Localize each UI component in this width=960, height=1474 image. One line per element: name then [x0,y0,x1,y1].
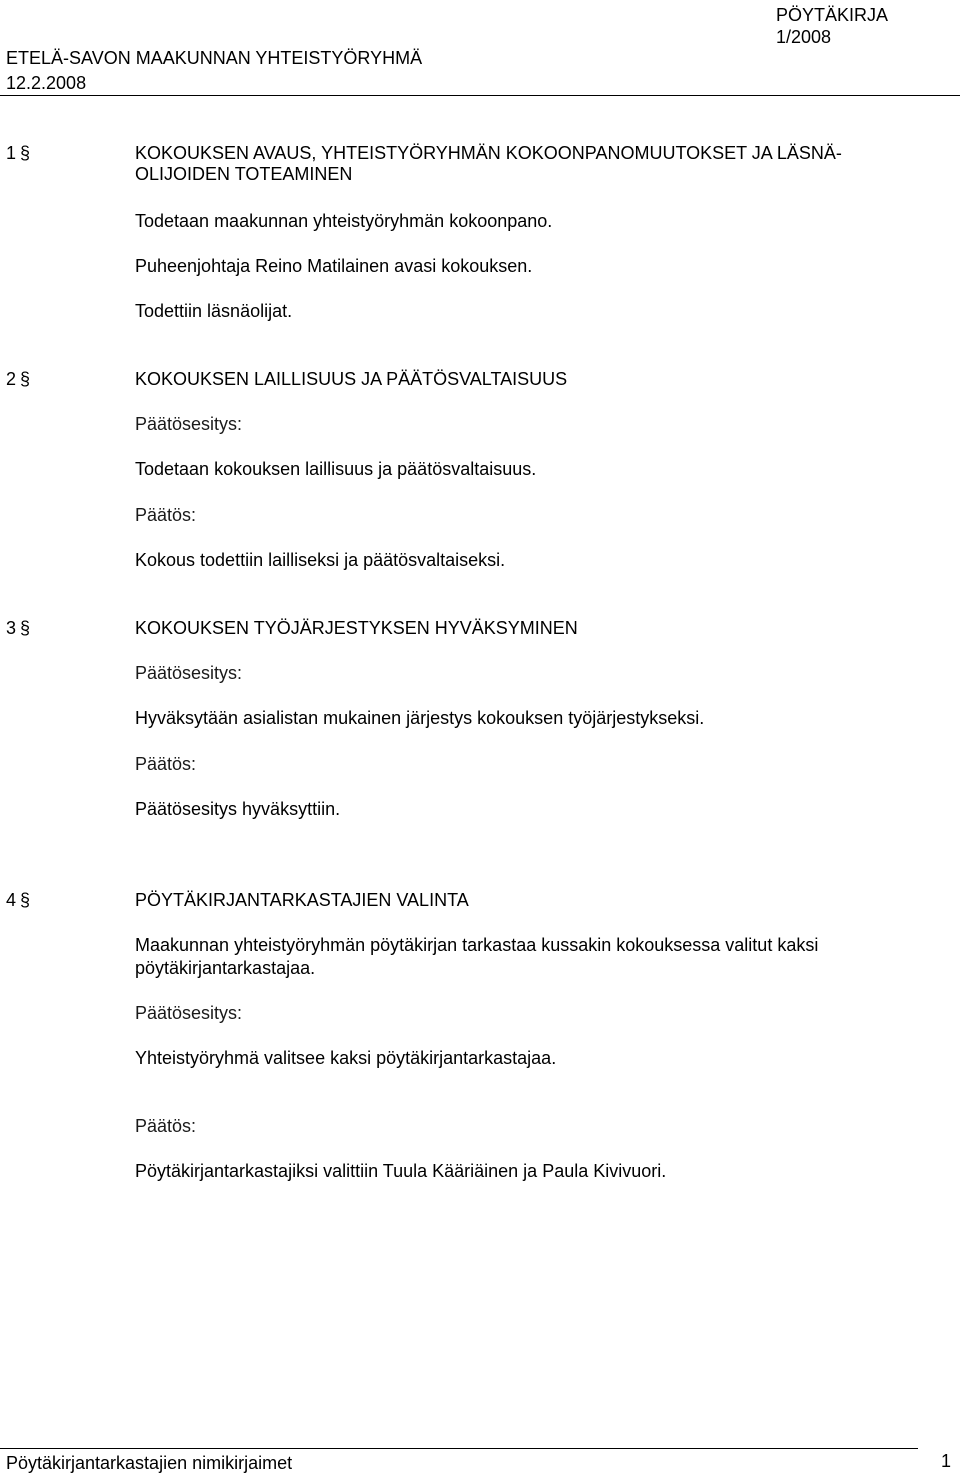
section-4-intro-line-1: Maakunnan yhteistyöryhmän pöytäkirjan tarkastaa kussakin kokouksessa valitut kaksi [135,935,819,955]
section-4-decision-label: Päätös: [135,1116,197,1136]
section-2-proposal-label: Päätösesitys: [135,414,243,434]
section-sign-icon: § [20,369,31,389]
section-1-paragraph: Todettiin läsnäolijat. [135,301,293,321]
section-4-proposal-label: Päätösesitys: [135,1003,243,1023]
document-number: 1/2008 [776,27,832,47]
section-4-title: PÖYTÄKIRJANTARKASTAJIEN VALINTA [135,890,469,910]
section-3-decision-text: Päätösesitys hyväksyttiin. [135,799,341,819]
section-4-decision-text: Pöytäkirjantarkastajiksi valittiin Tuula Kääriäinen ja Paula Kivivuori. [135,1161,667,1181]
section-4-number: 4 [6,890,17,910]
section-3-proposal-text: Hyväksytään asialistan mukainen järjestys kokouksen työjärjestykseksi. [135,708,705,728]
footer-divider [0,1448,918,1449]
section-1-number: 1 [6,143,17,163]
section-3-decision-label: Päätös: [135,754,197,774]
section-1-title-line-2: OLIJOIDEN TOTEAMINEN [135,164,353,184]
organization-name: ETELÄ-SAVON MAAKUNNAN YHTEISTYÖRYHMÄ [6,48,423,68]
section-sign-icon: § [20,890,31,910]
section-2-decision-label: Päätös: [135,505,197,525]
signatures-label: Pöytäkirjantarkastajien nimikirjaimet [6,1453,293,1473]
section-2-title: KOKOUKSEN LAILLISUUS JA PÄÄTÖSVALTAISUUS [135,369,568,389]
section-2-number: 2 [6,369,17,389]
section-3-proposal-label: Päätösesitys: [135,663,243,683]
page-number: 1 [941,1451,952,1471]
section-2-proposal-text: Todetaan kokouksen laillisuus ja päätösvaltaisuus. [135,459,537,479]
section-sign-icon: § [20,618,31,638]
document-type: PÖYTÄKIRJA [776,5,889,25]
section-3-number: 3 [6,618,17,638]
meeting-date: 12.2.2008 [6,73,87,93]
section-1-paragraph: Puheenjohtaja Reino Matilainen avasi kokouksen. [135,256,533,276]
section-2-decision-text: Kokous todettiin lailliseksi ja päätösvaltaiseksi. [135,550,506,570]
section-4-proposal-text: Yhteistyöryhmä valitsee kaksi pöytäkirjantarkastajaa. [135,1048,557,1068]
section-1-title-line-1: KOKOUKSEN AVAUS, YHTEISTYÖRYHMÄN KOKOONPANOMUUTOKSET JA LÄSNÄ- [135,143,842,163]
section-4-intro-line-2: pöytäkirjantarkastajaa. [135,958,316,978]
section-1-paragraph: Todetaan maakunnan yhteistyöryhmän kokoonpano. [135,211,553,231]
section-sign-icon: § [20,143,31,163]
header-divider [0,95,960,96]
section-3-title: KOKOUKSEN TYÖJÄRJESTYKSEN HYVÄKSYMINEN [135,618,578,638]
